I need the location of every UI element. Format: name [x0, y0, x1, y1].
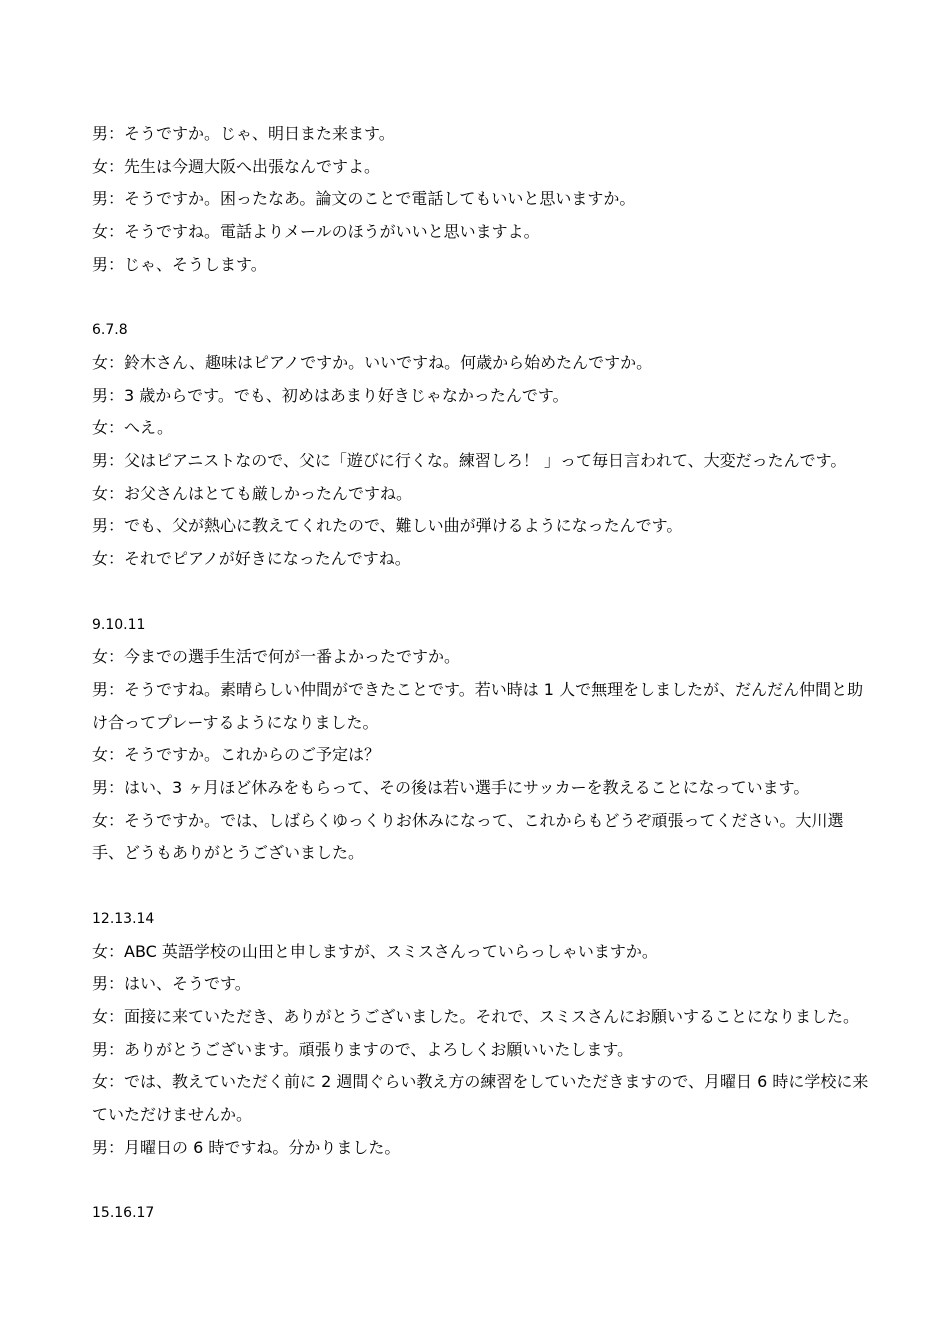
dialogue-line: 女：先生は今週大阪へ出張なんですよ。	[92, 156, 381, 176]
document-page	[92, 118, 872, 1230]
dialogue-section	[92, 314, 872, 576]
dialogue-line: 女：面接に来ていただき、ありがとうございました。それで、スミスさんにお願いすることになりました。	[92, 1006, 860, 1026]
dialogue-line: 男：はい、そうです。	[92, 974, 251, 994]
dialogue-line: 女：そうですか。これからのご予定は？	[92, 745, 381, 765]
section-gap	[92, 1164, 872, 1197]
dialogue-line: 男：ありがとうございます。頑張りますので、よろしくお願いいたします。	[92, 1039, 634, 1059]
dialogue-section	[92, 118, 872, 282]
dialogue-line: 男：そうですか。困ったなあ。論文のことで電話してもいいと思いますか。	[92, 189, 636, 209]
dialogue-section	[92, 609, 872, 871]
dialogue-line: 女：そうですか。では、しばらくゆっくりお休みになって、これからもどうぞ頑張ってください。大川選手、どうもありがとうございました。	[92, 810, 844, 863]
dialogue-line: 男：月曜日の 6 時ですね。分かりました。	[92, 1137, 401, 1157]
section-number-heading: 6.7.8	[92, 322, 128, 339]
dialogue-line: 女：それでピアノが好きになったんですね。	[92, 549, 411, 569]
dialogue-line: 男：でも、父が熱心に教えてくれたので、難しい曲が弾けるようになったんです。	[92, 516, 683, 536]
dialogue-line: 女：へえ。	[92, 418, 173, 438]
dialogue-line: 男：はい、3 ヶ月ほど休みをもらって、その後は若い選手にサッカーを教えることになっています。	[92, 778, 810, 798]
dialogue-line: 男：じゃ、そうします。	[92, 254, 267, 274]
dialogue-line: 男：そうですか。じゃ、明日また来ます。	[92, 124, 395, 143]
section-gap	[92, 870, 872, 903]
dialogue-line: 男：父はピアニストなので、父に「遊びに行くな。練習しろ！ 」って毎日言われて、大変だったんです。	[92, 451, 847, 471]
dialogue-line: 女：お父さんはとても厳しかったんですね。	[92, 483, 413, 503]
dialogue-line: 男：そうですね。素晴らしい仲間ができたことです。若い時は 1 人で無理をしましたが、だんだん仲間と助け合ってプレーするようになりました。	[92, 679, 864, 732]
dialogue-line: 男：3 歳からです。でも、初めはあまり好きじゃなかったんです。	[92, 385, 569, 405]
dialogue-line: 女：では、教えていただく前に 2 週間ぐらい教え方の練習をしていただきますので、月曜日 6 時に学校に来ていただけませんか。	[92, 1072, 869, 1125]
dialogue-line: 女：鈴木さん、趣味はピアノですか。いいですね。何歳から始めたんですか。	[92, 352, 653, 372]
dialogue-line: 女：今までの選手生活で何が一番よかったですか。	[92, 647, 461, 667]
section-number-heading: 15.16.17	[92, 1205, 155, 1222]
section-gap	[92, 576, 872, 609]
dialogue-line: 女：そうですね。電話よりメールのほうがいいと思いますよ。	[92, 222, 540, 242]
dialogue-section	[92, 903, 872, 1165]
section-gap	[92, 282, 872, 315]
section-number-heading: 12.13.14	[92, 910, 155, 927]
dialogue-section	[92, 1197, 872, 1230]
section-number-heading: 9.10.11	[92, 616, 146, 633]
dialogue-line: 女：ABC 英語学校の山田と申しますが、スミスさんっていらっしゃいますか。	[92, 941, 658, 961]
